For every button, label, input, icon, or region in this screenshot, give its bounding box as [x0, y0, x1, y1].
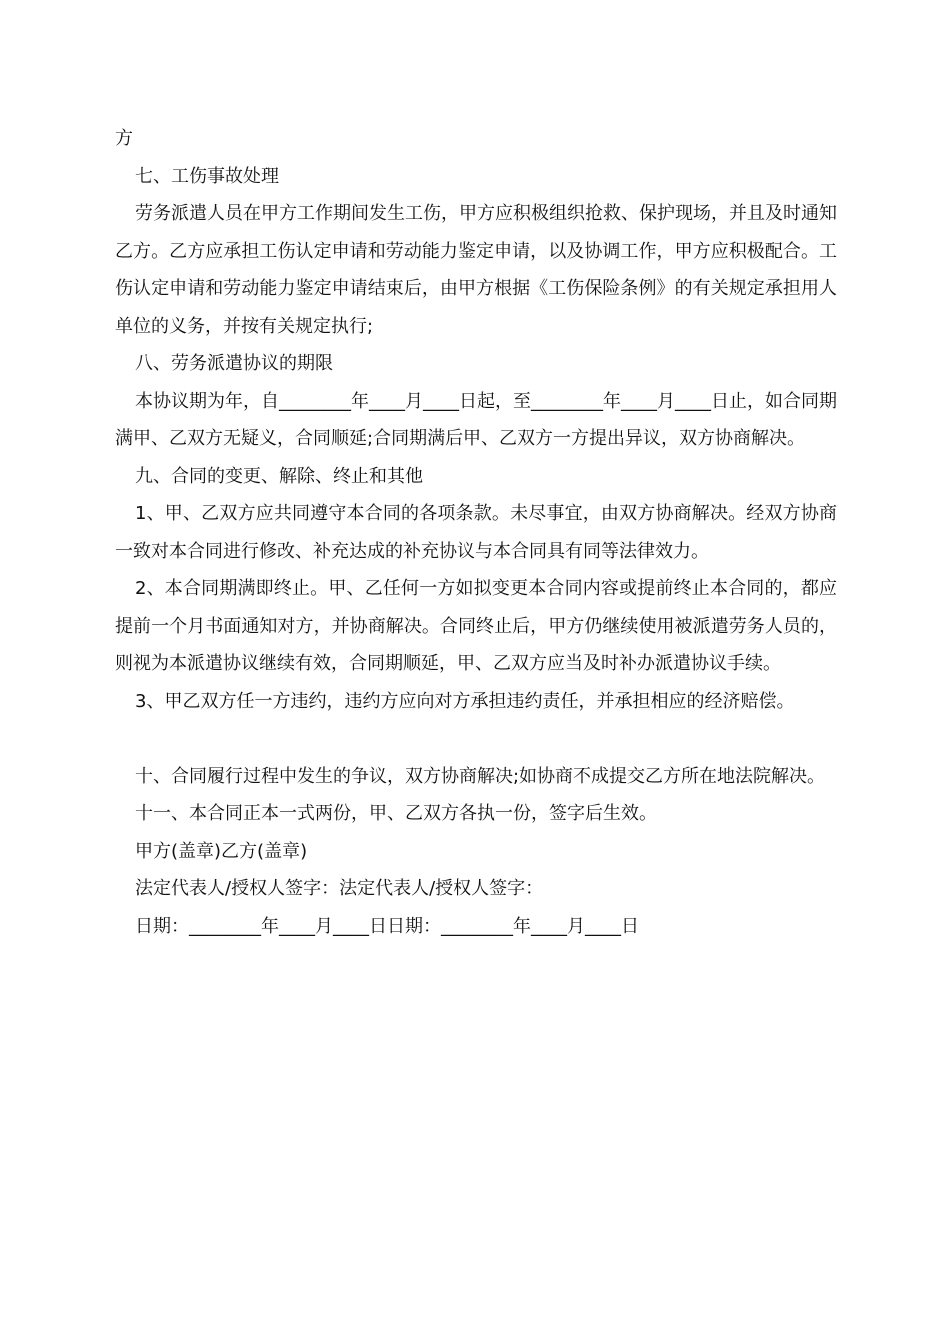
section-7-paragraph: 劳务派遣人员在甲方工作期间发生工伤，甲方应积极组织抢救、保护现场，并且及时通知乙方。乙方应承担工伤认定申请和劳动能力鉴定申请，以及协调工作，甲方应积极配合。工伤认定申请和劳动能力鉴定申请结束后，由甲方根据《工伤保险条例》的有关规定承担用人单位的义务，并按有关规定执行; [115, 203, 837, 337]
clause-9-3: 3、甲乙双方任一方违约，违约方应向对方承担违约责任，并承担相应的经济赔偿。 [135, 690, 795, 712]
section-heading-9: 九、合同的变更、解除、终止和其他 [135, 465, 423, 487]
section-heading-8: 八、劳务派遣协议的期限 [135, 353, 333, 374]
document-body [115, 120, 837, 945]
section-heading-7: 七、工伤事故处理 [135, 165, 279, 187]
section-8-paragraph: 本协议期为年，自________年____月____日起，至________年____月____日止，如合同期满甲、乙双方无疑义，合同顺延;合同期满后甲、乙双方一方提出异议，双方协商解决。 [115, 390, 837, 449]
section-10-paragraph: 十、合同履行过程中发生的争议，双方协商解决;如协商不成提交乙方所在地法院解决。 [135, 765, 826, 787]
clause-9-2: 2、本合同期满即终止。甲、乙任何一方如拟变更本合同内容或提前终止本合同的，都应提前一个月书面通知对方，并协商解决。合同终止后，甲方仍继续使用被派遣劳务人员的，则视为本派遣协议继续有效，合同期顺延，甲、乙双方应当及时补办派遣协议手续。 [115, 578, 837, 674]
clause-9-1: 1、甲、乙双方应共同遵守本合同的各项条款。未尽事宜，由双方协商解决。经双方协商一致对本合同进行修改、补充达成的补充协议与本合同具有同等法律效力。 [115, 503, 837, 562]
continued-text: 方 [115, 128, 133, 149]
seal-line: 甲方(盖章)乙方(盖章) [135, 840, 308, 862]
signature-line: 法定代表人/授权人签字：法定代表人/授权人签字： [135, 878, 544, 899]
date-line: 日期：________年____月____日日期：________年____月____日 [135, 915, 639, 937]
section-11-paragraph: 十一、本合同正本一式两份，甲、乙双方各执一份，签字后生效。 [135, 803, 657, 824]
blank-line [115, 720, 837, 758]
